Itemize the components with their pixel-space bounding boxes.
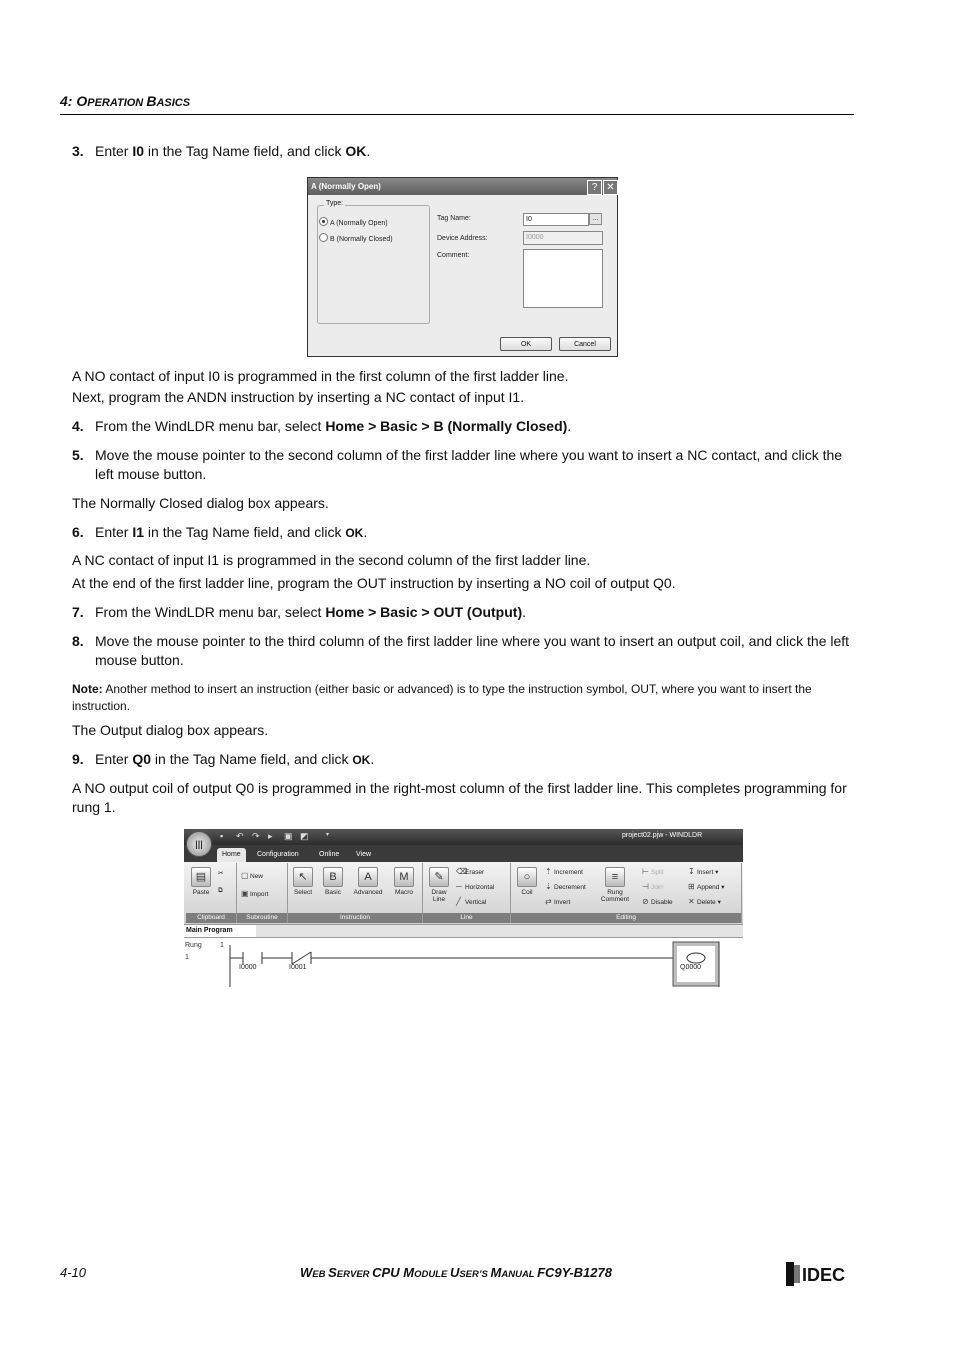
ladder-diagram [184, 925, 743, 989]
step-text: . [366, 143, 371, 159]
step-bold: OK [345, 526, 364, 540]
cancel-button[interactable]: Cancel [559, 337, 611, 351]
paste-icon: ▤ [191, 867, 211, 887]
step-4 [72, 417, 854, 436]
step-number: 3. [72, 143, 84, 159]
paragraph: A NC contact of input I1 is programmed in the second column of the first ladder line. [72, 552, 591, 568]
horizontal-button[interactable] [456, 882, 494, 891]
advanced-icon: A [358, 867, 378, 887]
step-bold: Home > Basic > B (Normally Closed) [325, 418, 568, 434]
step-text: Move the mouse pointer to the third column of the first ladder line where you want to insert an output coil, and click the left mouse button. [95, 633, 850, 668]
step-9 [72, 750, 854, 770]
close-button[interactable]: ✕ [603, 180, 618, 195]
increment-button[interactable] [545, 867, 583, 876]
radio-icon [319, 233, 328, 242]
append-button[interactable]: ⊞ Append ▾ [688, 882, 725, 891]
window-titlebar [184, 829, 743, 845]
group-clipboard [186, 863, 237, 923]
cut-icon[interactable]: ✂ [218, 870, 224, 877]
manual-title-part: EB [312, 1269, 329, 1280]
chapter-number: 4: [60, 93, 77, 109]
ribbon-tabs [184, 845, 743, 862]
disable-button[interactable] [642, 897, 673, 906]
delete-icon: ✕ [688, 897, 695, 906]
step-number: 6. [72, 524, 84, 540]
button-label: Increment [554, 869, 583, 876]
group-label: Subroutine [237, 913, 287, 923]
button-label: Macro [394, 889, 414, 896]
import-icon: ▣ [241, 889, 249, 898]
type-label: Type: [326, 200, 344, 207]
comment-textarea[interactable] [523, 249, 603, 308]
tab-online[interactable]: Online [319, 851, 340, 858]
paragraph: Next, program the ANDN instruction by inserting a NC contact of input I1. [72, 389, 525, 405]
manual-title-part: ’S [478, 1269, 491, 1280]
step-7 [72, 603, 854, 622]
join-button[interactable] [642, 882, 663, 891]
note-label: Note: [72, 682, 103, 696]
tab-view[interactable]: View [356, 851, 372, 858]
step-bold: OK [345, 143, 367, 159]
button-label: Eraser [465, 869, 485, 876]
step-text: Enter [95, 751, 133, 767]
chapter-title-part: PERATION [87, 97, 147, 109]
copy-icon[interactable]: ⧉ [218, 887, 223, 894]
button-label: Select [293, 889, 313, 896]
manual-title-part: S [328, 1265, 337, 1280]
group-editing [511, 863, 742, 923]
step-text: Enter [95, 143, 133, 159]
chapter-title-part: O [76, 93, 88, 109]
step-8 [72, 632, 854, 670]
undo-icon[interactable]: ↶ [236, 831, 244, 841]
manual-title-part: W [300, 1265, 313, 1280]
normally-open-dialog [307, 177, 618, 357]
decrement-button[interactable] [545, 882, 586, 891]
tag-name-label: Tag Name: [437, 215, 471, 222]
button-label: Split [651, 869, 664, 876]
join-icon: ⊣ [642, 882, 649, 891]
button-label: Join [651, 884, 663, 891]
basic-icon: B [323, 867, 343, 887]
button-label: Vertical [465, 899, 487, 906]
app-logo-icon[interactable]: ||| [186, 831, 212, 857]
step-6 [72, 523, 854, 543]
dialog-title: A (Normally Open) [308, 178, 617, 195]
group-line [423, 863, 511, 923]
qat-icon[interactable]: ▣ [284, 831, 293, 841]
browse-button[interactable]: ... [589, 213, 602, 225]
step-text: Move the mouse pointer to the second column of the first ladder line where you want to insert a NC contact, and click the left mouse button. [95, 447, 843, 482]
step-text: in the Tag Name field, and click [151, 751, 353, 767]
group-label: Clipboard [186, 913, 236, 923]
step-number: 4. [72, 418, 84, 434]
group-label: Instruction [288, 913, 422, 923]
contact-i0000-label: I0000 [239, 964, 257, 971]
button-label: Import [250, 891, 269, 898]
tab-configuration[interactable]: Configuration [257, 851, 299, 858]
paragraph: At the end of the first ladder line, program the OUT instruction by inserting a NO coil of output Q0. [72, 575, 676, 591]
coil-button[interactable] [513, 867, 541, 896]
tab-main-program[interactable]: Main Program [184, 925, 258, 938]
paragraph: The Output dialog box appears. [72, 722, 269, 738]
contact-i0001-label: I0001 [289, 964, 307, 971]
qat-icon[interactable]: ▸ [268, 831, 273, 841]
increment-icon: ⇡ [545, 867, 552, 876]
step-5 [72, 446, 854, 484]
coil-icon: ○ [517, 867, 537, 887]
rung-comment-button[interactable] [599, 867, 631, 903]
pointer-icon: ↖ [293, 867, 313, 887]
button-label: Append [697, 884, 720, 891]
split-icon: ⊢ [642, 867, 649, 876]
page-number: 4-10 [60, 1265, 87, 1280]
button-label: Paste [192, 889, 210, 896]
disable-icon: ⊘ [642, 897, 649, 906]
button-label: Invert [554, 899, 571, 906]
split-button[interactable] [642, 867, 664, 876]
qat-dropdown-icon[interactable]: ▾ [326, 832, 330, 838]
radio-normally-open[interactable] [319, 217, 388, 227]
step-text: in the Tag Name field, and click [144, 143, 346, 159]
step-text: Enter [95, 524, 133, 540]
chapter-title-part: ASICS [156, 97, 191, 109]
step-number: 5. [72, 447, 84, 463]
windldr-window [184, 829, 743, 989]
step-number: 7. [72, 604, 84, 620]
pencil-icon: ✎ [429, 867, 449, 887]
ok-button[interactable]: OK [500, 337, 552, 351]
step-text: . [567, 418, 572, 434]
button-label: Coil [521, 889, 533, 896]
manual-title-part: U [449, 1265, 460, 1280]
eraser-icon: ⌫ [456, 867, 468, 876]
group-label: Line [423, 913, 510, 923]
step-bold: I0 [132, 143, 145, 159]
step-number: 9. [72, 751, 84, 767]
draw-line-button[interactable] [425, 867, 453, 903]
step-number: 8. [72, 633, 84, 649]
tab-home[interactable]: Home [217, 848, 246, 862]
select-button[interactable] [290, 867, 316, 896]
help-button[interactable]: ? [587, 180, 602, 195]
paste-button[interactable] [188, 867, 214, 896]
button-label: Rung Comment [600, 889, 630, 903]
button-label: Insert [697, 869, 714, 876]
step-bold: I1 [132, 524, 145, 540]
step-text: . [522, 604, 527, 620]
eraser-button[interactable] [456, 867, 484, 876]
radio-label: B (Normally Closed) [330, 236, 393, 243]
macro-button[interactable] [390, 867, 418, 896]
step-3 [72, 142, 854, 161]
manual-title-part: ANUAL [501, 1269, 538, 1280]
rung-index: 1 [185, 954, 189, 961]
comment-label: Comment: [437, 252, 470, 259]
basic-button[interactable] [320, 867, 346, 896]
radio-label: A (Normally Open) [330, 220, 388, 227]
header-rule [60, 114, 854, 115]
manual-title-part: M [490, 1265, 502, 1280]
insert-icon: ↧ [688, 867, 695, 876]
device-address-input: I0000 [523, 231, 603, 245]
import-button[interactable] [241, 889, 268, 898]
manual-title-part: ODULE [414, 1269, 450, 1280]
step-text: . [370, 751, 375, 767]
delete-button[interactable]: ✕ Delete ▾ [688, 897, 721, 906]
step-bold: Q0 [132, 751, 152, 767]
button-label: Disable [651, 899, 673, 906]
button-label: Horizontal [465, 884, 495, 891]
button-label: Delete [697, 899, 716, 906]
step-text: in the Tag Name field, and click [144, 524, 346, 540]
window-title: project02.pjw - WINDLDR [622, 832, 703, 839]
ribbon [184, 862, 743, 925]
manual-title-part: CPU M [372, 1265, 415, 1280]
rung-number: 1 [220, 942, 224, 949]
group-instruction [288, 863, 423, 923]
vertical-line-icon: ╱ [456, 897, 461, 906]
paragraph: A NO output coil of output Q0 is programmed in the right-most column of the first ladder line. This completes programming for rung 1. [72, 780, 847, 815]
save-icon[interactable]: ▪ [220, 831, 224, 841]
invert-icon: ⇄ [545, 897, 552, 906]
rung-comment-icon: ≡ [605, 867, 625, 887]
radio-normally-closed[interactable] [319, 233, 393, 243]
idec-brand-text: IDEC [802, 1265, 846, 1285]
vertical-button[interactable] [456, 897, 486, 906]
idec-logo [786, 1262, 856, 1286]
macro-icon: M [394, 867, 414, 887]
redo-icon[interactable]: ↷ [252, 831, 260, 841]
step-text: . [363, 524, 368, 540]
group-subroutine [237, 863, 288, 923]
group-label: Editing [511, 913, 741, 923]
button-label: Decrement [554, 884, 586, 891]
chapter-header [60, 93, 190, 109]
new-icon: ▢ [241, 871, 249, 880]
button-label: Advanced [353, 889, 383, 896]
device-address-label: Device Address: [437, 235, 488, 242]
coil-q0000-label: Q0000 [680, 964, 702, 971]
chapter-title-part: B [146, 93, 157, 109]
insert-button[interactable]: ↧ Insert ▾ [688, 867, 719, 876]
note-text: Another method to insert an instruction (either basic or advanced) is to type the instruction symbol, OUT, where you want to insert the instruction. [72, 682, 812, 713]
manual-title [300, 1265, 612, 1280]
button-label: Basic [325, 889, 341, 896]
new-button[interactable] [241, 871, 263, 880]
paragraph: A NO contact of input I0 is programmed in the first column of the first ladder line. [72, 368, 569, 384]
button-label: Draw Line [431, 889, 447, 903]
advanced-button[interactable] [350, 867, 386, 896]
button-label: New [250, 873, 264, 880]
qat-icon[interactable]: ◩ [300, 831, 309, 841]
note [72, 681, 854, 715]
decrement-icon: ⇣ [545, 882, 552, 891]
tag-name-input[interactable]: I0 [523, 213, 589, 226]
horizontal-line-icon: ─ [456, 882, 462, 891]
manual-title-part: FC9Y-B1278 [537, 1265, 612, 1280]
step-text: From the WindLDR menu bar, select [95, 418, 326, 434]
radio-selected-icon [319, 217, 328, 226]
manual-title-part: ERVER [336, 1269, 373, 1280]
paragraph: The Normally Closed dialog box appears. [72, 495, 329, 511]
rung-label: Rung [185, 942, 202, 949]
step-text: From the WindLDR menu bar, select [95, 604, 326, 620]
manual-title-part: SER [459, 1269, 479, 1280]
ladder-editor[interactable] [184, 925, 743, 989]
step-bold: Home > Basic > OUT (Output) [325, 604, 523, 620]
append-icon: ⊞ [688, 882, 695, 891]
step-bold: OK [352, 753, 371, 767]
invert-button[interactable] [545, 897, 570, 906]
